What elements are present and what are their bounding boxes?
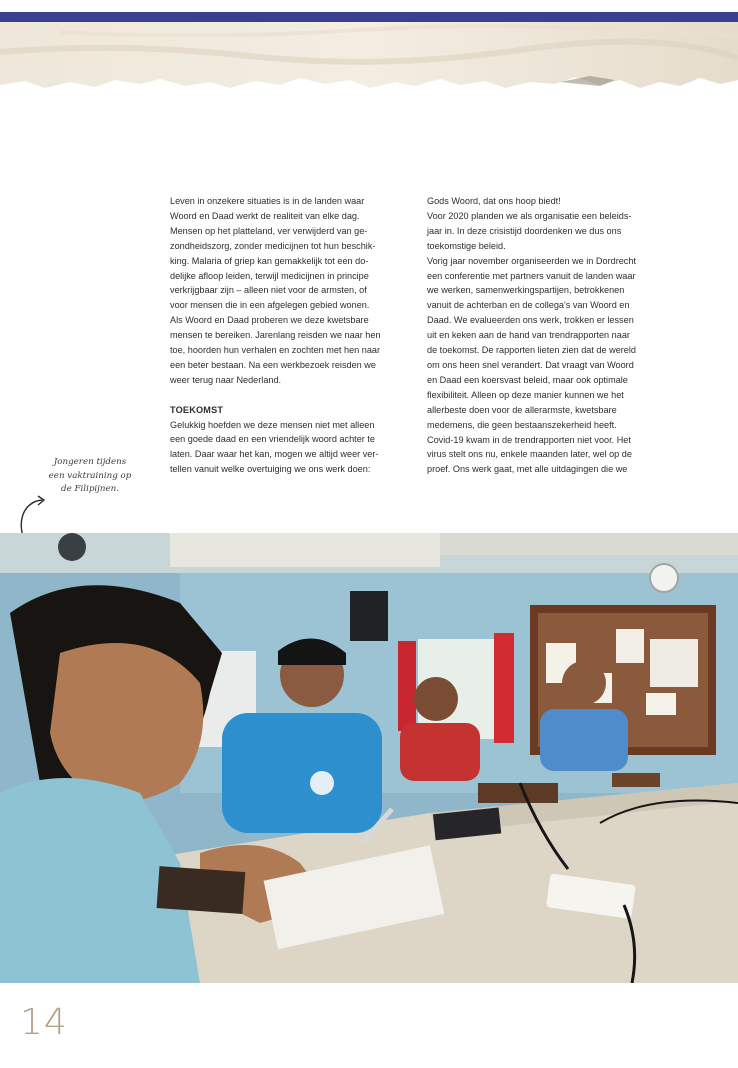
photo-caption [42, 456, 138, 497]
text-line: Woord en Daad werkt de realiteit van elke dag. [170, 210, 360, 221]
text-line: een goede daad en een vriendelijk woord achter te [170, 434, 375, 445]
text-line: een beter bestaan. Na een werkbezoek reisden we [170, 359, 376, 370]
text-line: Daad. We evalueerden ons werk, trokken er lessen [427, 315, 634, 326]
text-line: laten. Daar waar het kan, mogen we altijd weer ver- [170, 449, 379, 460]
section-heading: TOEKOMST [170, 404, 224, 415]
continued-paragraph [427, 194, 673, 477]
text-line: virus stelt ons nu, enkele maanden later, wel op de [427, 449, 632, 460]
text-line: medemens, die geen bestaanszekerheid heeft. [427, 419, 617, 430]
text-line: uit en keken aan de hand van trendrapporten naar [427, 330, 630, 341]
text-line: proef. Ons werk gaat, met alle uitdagingen die we [427, 464, 628, 475]
text-line: Vorig jaar november organiseerden we in Dordrecht [427, 255, 636, 266]
caption-line: een vaktraining op [48, 470, 132, 481]
article-column-left [170, 194, 416, 477]
text-line: allerbeste doen voor de allerarmste, kwetsbare [427, 404, 617, 415]
caption-line: Jongeren tijdens [53, 457, 127, 467]
text-line: toe, hoorden hun verhalen en zochten met hen naar [170, 345, 381, 356]
text-line: de toekomst. De rapporten lieten zien dat de wereld [427, 345, 636, 356]
intro-paragraph [170, 194, 416, 388]
text-line: jaar in. In deze crisistijd doordenken we dus ons [427, 225, 622, 236]
section-paragraph [170, 418, 416, 478]
text-line: Gelukkig hoefden we deze mensen niet met alleen [170, 419, 375, 430]
text-line: king. Malaria of griep kan gemakkelijk tot een do- [170, 255, 369, 266]
text-line: delijke afloop leiden, terwijl medicijnen in principe [170, 270, 369, 281]
text-line: Mensen op het platteland, ver verwijderd van ge- [170, 225, 368, 236]
page-number: 14 [20, 1002, 68, 1043]
text-line: weer terug naar Nederland. [170, 374, 282, 385]
text-line: toekomstige beleid. [427, 240, 506, 251]
text-line: verkrijgbaar zijn – alleen niet voor de armsten, of [170, 285, 367, 296]
text-line: zondheidszorg, zonder medicijnen tot hun beschik- [170, 240, 376, 251]
text-line: vanuit de achterban en de collega's van Woord en [427, 300, 630, 311]
text-line: Covid-19 kwam in de trendrapporten niet voor. Het [427, 434, 631, 445]
text-line: en Daad een koersvast beleid, maar ook optimale [427, 374, 628, 385]
text-line: flexibiliteit. Alleen op deze manier kunnen we het [427, 389, 624, 400]
paragraph-gap [170, 388, 416, 403]
text-line: Als Woord en Daad proberen we deze kwetsbare [170, 315, 369, 326]
text-line: een conferentie met partners vanuit de landen waar [427, 270, 636, 281]
text-line: Leven in onzekere situaties is in de landen waar [170, 196, 365, 206]
text-line: Gods Woord, dat ons hoop biedt! [427, 196, 561, 206]
text-line: om ons heen snel verandert. Dat vraagt van Woord [427, 359, 634, 370]
top-color-band [0, 12, 738, 22]
torn-paper-banner [0, 22, 738, 102]
classroom-photo [0, 533, 738, 983]
article-column-right [427, 194, 673, 477]
text-line: voor mensen die in een afgelegen gebied wonen. [170, 300, 370, 311]
text-line: we werken, samenwerkingspartijen, betrokkenen [427, 285, 625, 296]
text-line: mensen te bereiken. Jarenlang reisden we naar hen [170, 330, 381, 341]
caption-line: de Filipijnen. [61, 484, 119, 494]
text-line: tellen vanuit welke overtuiging we ons werk doen: [170, 464, 371, 475]
text-line: Voor 2020 planden we als organisatie een beleids- [427, 210, 632, 221]
